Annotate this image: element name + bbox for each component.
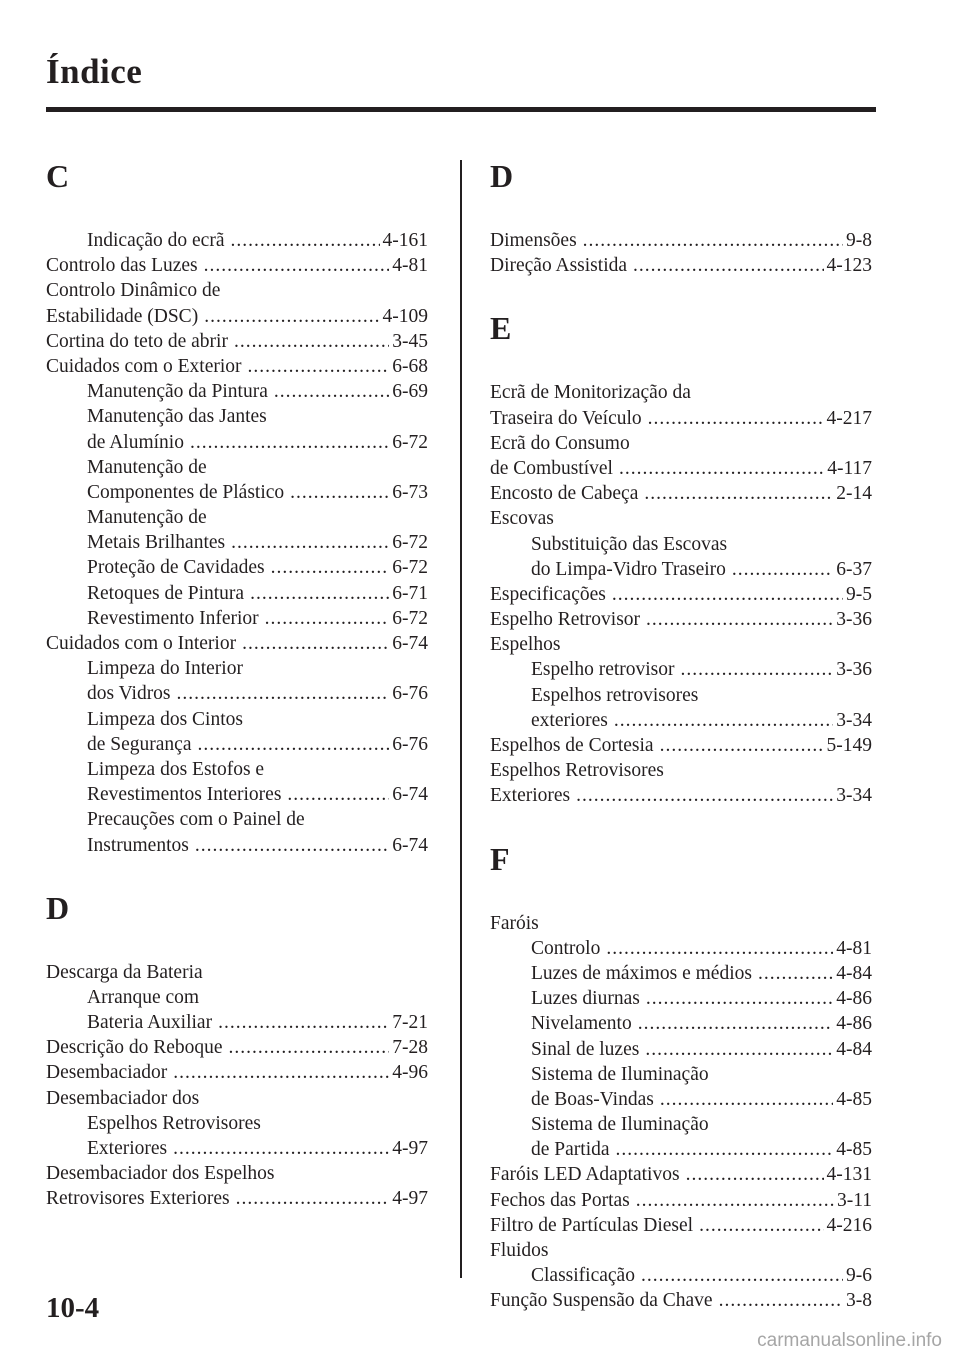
section-letter: E — [490, 310, 512, 347]
header-rule — [46, 107, 876, 112]
entry-text: de Combustível — [490, 457, 613, 479]
index-entry — [46, 1186, 428, 1211]
dot-leader — [250, 581, 389, 606]
entry-page-ref: 4-161 — [382, 230, 428, 251]
dot-leader — [177, 681, 390, 706]
entry-text: Desembaciador dos Espelhos — [46, 1163, 275, 1185]
entry-page-ref: 5-149 — [826, 735, 872, 756]
dot-leader — [195, 833, 389, 858]
dot-leader — [619, 456, 824, 481]
index-entry — [46, 1035, 428, 1060]
index-subentry — [490, 1037, 872, 1062]
index-entry — [490, 228, 872, 253]
dot-leader — [173, 1060, 389, 1085]
entry-text: do Limpa-Vidro Traseiro — [531, 558, 726, 580]
entry-text: Metais Brilhantes — [87, 532, 226, 554]
entry-page-ref: 6-74 — [392, 633, 428, 654]
entry-text: Limpeza do Interior — [87, 658, 243, 680]
dot-leader — [606, 936, 833, 961]
entry-text: Arranque com — [87, 986, 200, 1008]
entry-text: de Boas-Vindas — [531, 1088, 654, 1110]
index-subentry — [490, 557, 872, 582]
dot-leader — [218, 1010, 389, 1035]
dot-leader — [660, 1087, 833, 1112]
entry-text: Sistema de Iluminação — [531, 1114, 709, 1136]
index-subentry — [490, 1112, 872, 1137]
entry-page-ref: 3-8 — [846, 1290, 872, 1312]
entry-page-ref: 3-34 — [836, 785, 872, 807]
index-subentry — [46, 833, 428, 858]
entry-page-ref: 4-84 — [836, 1038, 872, 1060]
index-entry — [490, 607, 872, 632]
dot-leader — [248, 354, 390, 379]
index-subentry — [490, 1011, 872, 1036]
entry-text: Limpeza dos Cintos — [87, 708, 243, 730]
dot-leader — [231, 530, 389, 555]
entry-page-ref: 4-81 — [836, 937, 872, 959]
dot-leader — [229, 1035, 390, 1060]
index-subentry — [46, 757, 428, 782]
index-subentry — [46, 1136, 428, 1161]
entry-text: Descarga da Bateria — [46, 961, 203, 983]
index-entry — [490, 406, 872, 431]
entry-text: Instrumentos — [87, 834, 189, 856]
entry-page-ref: 6-74 — [392, 834, 428, 856]
index-subentry — [46, 707, 428, 732]
entry-text: Exteriores — [490, 785, 571, 807]
entry-text: Componentes de Plástico — [87, 481, 285, 503]
entry-page-ref: 6-37 — [836, 558, 872, 580]
dot-leader — [758, 961, 833, 986]
dot-leader — [719, 1288, 843, 1313]
entry-text: Espelhos Retrovisores — [490, 760, 664, 782]
entry-text: Precauções com o Painel de — [87, 809, 305, 831]
index-entry — [490, 911, 872, 936]
entry-page-ref: 3-36 — [836, 609, 872, 631]
entry-text: Filtro de Partículas Diesel — [490, 1214, 694, 1236]
entry-text: Retrovisores Exteriores — [46, 1188, 230, 1210]
entry-page-ref: 3-36 — [836, 659, 872, 681]
index-entry — [490, 1238, 872, 1263]
dot-leader — [616, 1137, 834, 1162]
dot-leader — [638, 1011, 834, 1036]
index-subentry — [46, 379, 428, 404]
index-subentry — [490, 657, 872, 682]
entry-page-ref: 4-81 — [392, 255, 428, 277]
index-subentry — [46, 681, 428, 706]
entry-page-ref: 6-72 — [392, 431, 428, 453]
dot-leader — [271, 555, 390, 580]
entry-text: Manutenção da Pintura — [87, 381, 268, 403]
dot-leader — [290, 480, 389, 505]
index-column-right — [490, 156, 872, 1314]
entry-page-ref: 4-117 — [827, 457, 872, 479]
index-entry — [490, 253, 872, 278]
entry-text: Espelhos — [490, 634, 561, 656]
entry-text: Cortina do teto de abrir — [46, 330, 228, 352]
entry-text: Substituição das Escovas — [531, 533, 728, 555]
entry-page-ref: 6-72 — [392, 532, 428, 554]
dot-leader — [648, 406, 824, 431]
dot-leader — [198, 732, 390, 757]
page-number: 10-4 — [46, 1292, 100, 1324]
entry-page-ref: 4-84 — [836, 962, 872, 984]
entry-text: Encosto de Cabeça — [490, 483, 639, 505]
index-subentry — [490, 683, 872, 708]
dot-leader — [641, 1263, 843, 1288]
column-divider — [460, 160, 462, 1278]
dot-leader — [612, 582, 843, 607]
dot-leader — [287, 782, 389, 807]
index-entry — [490, 481, 872, 506]
entry-text: Luzes de máximos e médios — [531, 962, 752, 984]
entry-text: Retoques de Pintura — [87, 582, 245, 604]
index-subentry — [46, 505, 428, 530]
entry-text: Manutenção de — [87, 456, 207, 478]
dot-leader — [633, 253, 823, 278]
index-entry — [490, 632, 872, 657]
dot-leader — [576, 783, 833, 808]
dot-leader — [681, 657, 834, 682]
index-entry — [490, 1288, 872, 1313]
index-entry — [46, 329, 428, 354]
dot-leader — [732, 557, 833, 582]
entry-text: Controlo Dinâmico de — [46, 280, 221, 302]
index-entry — [46, 1086, 428, 1111]
index-entry — [490, 431, 872, 456]
entry-page-ref: 7-28 — [392, 1037, 428, 1059]
entry-page-ref: 6-76 — [392, 683, 428, 705]
index-subentry — [46, 430, 428, 455]
entry-page-ref: 9-5 — [846, 583, 872, 605]
index-subentry — [46, 606, 428, 631]
entry-page-ref: 4-96 — [392, 1062, 428, 1084]
entry-page-ref: 4-97 — [392, 1188, 428, 1210]
entry-text: Faróis — [490, 912, 539, 934]
index-entry — [46, 253, 428, 278]
dot-leader — [234, 329, 389, 354]
entry-text: exteriores — [531, 709, 608, 731]
dot-leader — [242, 631, 389, 656]
index-subentry — [46, 1111, 428, 1136]
dot-leader — [190, 430, 389, 455]
dot-leader — [204, 304, 379, 329]
entry-text: Dimensões — [490, 230, 577, 251]
entry-text: Sinal de luzes — [531, 1038, 640, 1060]
entry-text: Exteriores — [87, 1138, 168, 1159]
entry-text: Sistema de Iluminação — [531, 1063, 709, 1085]
dot-leader — [686, 1162, 824, 1187]
entry-page-ref: 6-72 — [392, 607, 428, 629]
index-subentry — [46, 1010, 428, 1035]
entry-page-ref: 4-85 — [836, 1139, 872, 1161]
entry-page-ref: 4-216 — [826, 1214, 872, 1236]
dot-leader — [204, 253, 390, 278]
index-subentry — [46, 656, 428, 681]
entry-page-ref: 4-109 — [382, 305, 428, 327]
entry-text: Manutenção de — [87, 507, 207, 529]
index-subentry — [46, 480, 428, 505]
index-entry — [46, 304, 428, 329]
dot-leader — [660, 733, 824, 758]
entry-text: Controlo — [531, 937, 601, 959]
entry-text: Classificação — [531, 1265, 635, 1287]
entry-page-ref: 7-21 — [392, 1012, 428, 1034]
entry-page-ref: 4-131 — [826, 1164, 872, 1186]
dot-leader — [265, 606, 390, 631]
index-entry — [46, 1161, 428, 1186]
entry-text: Desembaciador dos — [46, 1087, 200, 1109]
entry-text: Indicação do ecrã — [87, 230, 225, 251]
entry-page-ref: 3-11 — [836, 1189, 872, 1211]
dot-leader — [274, 379, 389, 404]
entry-text: Cuidados com o Interior — [46, 633, 237, 654]
entry-text: Desembaciador — [46, 1062, 168, 1084]
index-subentry — [490, 961, 872, 986]
entry-text: Cuidados com o Exterior — [46, 355, 242, 377]
entry-page-ref: 9-6 — [846, 1265, 872, 1287]
entry-text: Faróis LED Adaptativos — [490, 1164, 680, 1186]
entry-text: Manutenção das Jantes — [87, 406, 267, 428]
entry-text: de Alumínio — [87, 431, 184, 453]
section-letter: F — [490, 840, 510, 877]
dot-leader — [614, 708, 833, 733]
entry-text: Espelho retrovisor — [531, 659, 675, 681]
index-subentry — [490, 1087, 872, 1112]
dot-leader — [583, 228, 843, 253]
entry-page-ref: 4-97 — [392, 1138, 428, 1159]
entry-text: dos Vidros — [87, 683, 171, 705]
dot-leader — [231, 228, 380, 253]
index-subentry — [490, 986, 872, 1011]
entry-text: Revestimento Inferior — [87, 607, 259, 629]
entry-page-ref: 6-74 — [392, 784, 428, 806]
entry-text: Ecrã de Monitorização da — [490, 382, 691, 404]
entry-text: Direção Assistida — [490, 255, 628, 277]
index-entry — [490, 733, 872, 758]
entry-page-ref: 4-86 — [836, 1013, 872, 1035]
index-subentry — [46, 228, 428, 253]
index-subentry — [490, 1137, 872, 1162]
index-entry — [490, 582, 872, 607]
entry-page-ref: 6-73 — [392, 481, 428, 503]
watermark: carmanualsonline.info — [757, 1330, 942, 1351]
entry-text: Espelho Retrovisor — [490, 609, 641, 631]
index-subentry — [46, 985, 428, 1010]
index-entry — [46, 1060, 428, 1085]
dot-leader — [173, 1136, 389, 1161]
index-entry — [46, 354, 428, 379]
entry-text: de Partida — [531, 1139, 610, 1161]
dot-leader — [699, 1213, 823, 1238]
index-entry — [490, 758, 872, 783]
dot-leader — [646, 607, 833, 632]
entry-text: Controlo das Luzes — [46, 255, 198, 277]
entry-page-ref: 4-85 — [836, 1088, 872, 1110]
entry-text: Fluidos — [490, 1240, 549, 1261]
index-subentry — [46, 581, 428, 606]
entry-text: Escovas — [490, 508, 554, 530]
dot-leader — [646, 986, 833, 1011]
index-subentry — [46, 732, 428, 757]
entry-text: Fechos das Portas — [490, 1189, 630, 1211]
dot-leader — [636, 1188, 834, 1213]
index-subentry — [46, 455, 428, 480]
dot-leader — [644, 481, 833, 506]
entry-page-ref: 6-69 — [392, 381, 428, 403]
index-entry — [490, 1213, 872, 1238]
entry-page-ref: 6-72 — [392, 557, 428, 579]
dot-leader — [645, 1037, 833, 1062]
entry-text: de Segurança — [87, 733, 192, 755]
index-column-left — [46, 156, 428, 1212]
entry-text: Traseira do Veículo — [490, 407, 642, 429]
index-subentry — [490, 1263, 872, 1288]
index-subentry — [490, 532, 872, 557]
index-entry — [490, 1188, 872, 1213]
entry-page-ref: 4-217 — [826, 407, 872, 429]
entry-text: Função Suspensão da Chave — [490, 1290, 713, 1312]
entry-text: Espelhos retrovisores — [531, 684, 699, 706]
index-entry — [490, 380, 872, 405]
entry-page-ref: 3-45 — [392, 330, 428, 352]
entry-page-ref: 3-34 — [836, 709, 872, 731]
section-letter: D — [46, 889, 70, 926]
section-letter: D — [490, 158, 514, 194]
index-entry — [490, 506, 872, 531]
index-subentry — [490, 936, 872, 961]
entry-text: Espelhos de Cortesia — [490, 735, 654, 756]
index-subentry — [490, 708, 872, 733]
index-entry — [46, 631, 428, 656]
entry-text: Espelhos Retrovisores — [87, 1112, 261, 1134]
entry-text: Estabilidade (DSC) — [46, 305, 199, 327]
entry-text: Limpeza dos Estofos e — [87, 758, 265, 780]
index-subentry — [46, 555, 428, 580]
index-entry — [46, 278, 428, 303]
index-subentry — [46, 530, 428, 555]
entry-text: Luzes diurnas — [531, 988, 640, 1010]
entry-text: Especificações — [490, 583, 606, 605]
page-title: Índice — [46, 52, 143, 91]
index-entry — [490, 1162, 872, 1187]
index-entry — [490, 783, 872, 808]
section-letter: C — [46, 158, 70, 194]
entry-text: Ecrã do Consumo — [490, 432, 630, 454]
entry-page-ref: 9-8 — [846, 230, 872, 251]
index-entry — [46, 960, 428, 985]
entry-text: Proteção de Cavidades — [87, 557, 265, 579]
entry-text: Nivelamento — [531, 1013, 632, 1035]
index-subentry — [46, 807, 428, 832]
entry-page-ref: 4-123 — [826, 255, 872, 277]
index-entry — [490, 456, 872, 481]
entry-page-ref: 2-14 — [836, 483, 872, 505]
entry-text: Revestimentos Interiores — [87, 784, 282, 806]
index-subentry — [46, 404, 428, 429]
index-subentry — [490, 1062, 872, 1087]
entry-text: Descrição do Reboque — [46, 1037, 223, 1059]
entry-page-ref: 6-76 — [392, 733, 428, 755]
entry-page-ref: 6-68 — [392, 355, 428, 377]
entry-text: Bateria Auxiliar — [87, 1012, 213, 1034]
dot-leader — [236, 1186, 390, 1211]
entry-page-ref: 4-86 — [836, 988, 872, 1010]
index-subentry — [46, 782, 428, 807]
entry-page-ref: 6-71 — [392, 582, 428, 604]
